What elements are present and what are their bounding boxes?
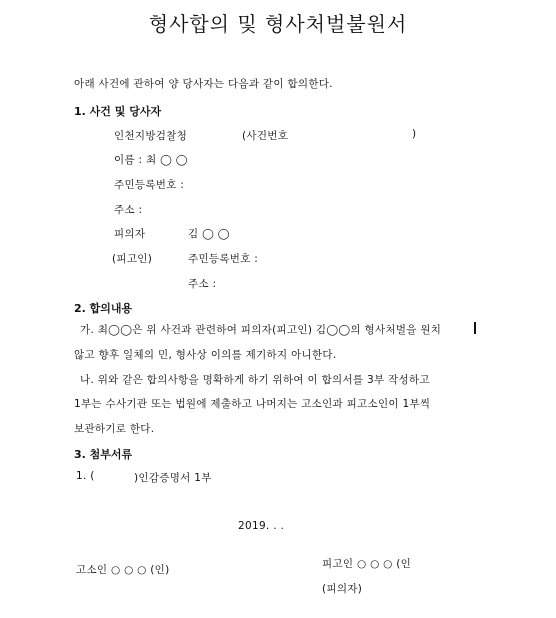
suspect-address: 주소 : [188, 278, 217, 290]
section1-heading: 1. 사건 및 당사자 [74, 105, 162, 118]
case-number-close: ) [412, 128, 417, 140]
section2-heading: 2. 합의내용 [74, 302, 133, 315]
complainant-address: 주소 : [114, 204, 143, 216]
suspect-label: 피의자 [114, 228, 146, 240]
prosecution-office: 인천지방검찰청 [114, 130, 188, 142]
defendant-label: (피고인) [112, 253, 153, 265]
attachment-prefix: 1. ( [76, 470, 95, 482]
agreement-line-4: 1부는 수사기관 또는 법원에 제출하고 나머지는 고소인과 피고소인이 1부씩 [74, 398, 431, 410]
complainant-rrn: 주민등록번호 : [114, 179, 185, 191]
suspect-name: 김 ◯ ◯ [188, 228, 230, 240]
defendant-signature-sub: (피의자) [322, 583, 363, 595]
defendant-signature: 피고인 ○ ○ ○ (인 [322, 558, 412, 570]
document-title: 형사합의 및 형사처벌불원서 [148, 12, 408, 36]
text-cursor [474, 322, 476, 334]
complainant-name: 이름 : 최 ◯ ◯ [114, 154, 188, 166]
agreement-line-3: 나. 위와 같은 합의사항을 명확하게 하기 위하여 이 합의서를 3부 작성하고 [80, 374, 430, 386]
section3-heading: 3. 첨부서류 [74, 448, 133, 461]
attachment-item: )인감증명서 1부 [134, 472, 212, 484]
document-date: 2019. . . [238, 520, 285, 532]
suspect-rrn: 주민등록번호 : [188, 253, 259, 265]
agreement-line-5: 보관하기로 한다. [74, 423, 155, 435]
intro-text: 아래 사건에 관하여 양 당사자는 다음과 같이 합의한다. [74, 78, 333, 90]
agreement-line-2: 않고 향후 일체의 민, 형사상 이의를 제기하지 아니한다. [74, 349, 337, 361]
agreement-line-1: 가. 최◯◯은 위 사건과 관련하여 피의자(피고인) 김◯◯의 형사처벌을 원치 [80, 324, 442, 336]
complainant-signature: 고소인 ○ ○ ○ (인) [76, 564, 170, 576]
case-number-label: (사건번호 [242, 130, 289, 142]
